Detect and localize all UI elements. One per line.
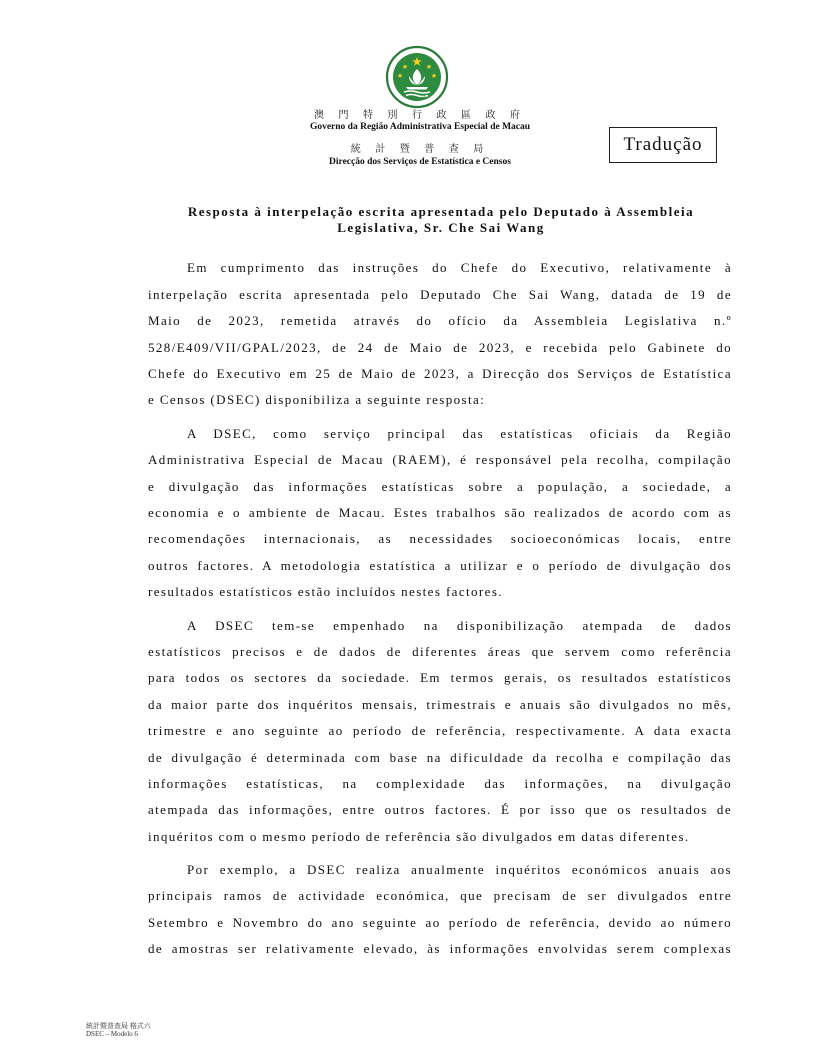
paragraph-3-line: informações estatísticas, na complexidade das informações, na divulgação xyxy=(148,776,732,791)
document-title xyxy=(150,204,732,236)
title-line: Legislativa, Sr. Che Sai Wang xyxy=(337,220,545,235)
paragraph-1-line: 528/E409/VII/GPAL/2023, de 24 de Maio de 2023, e recebida pelo Gabinete do xyxy=(148,340,732,355)
translation-label-box xyxy=(609,127,717,163)
paragraph-1-line: Chefe do Executivo em 25 de Maio de 2023, a Direcção dos Serviços de Estatística xyxy=(148,366,732,381)
paragraph-2-line: A DSEC, como serviço principal das estatísticas oficiais da Região xyxy=(187,426,732,441)
paragraph-1-line: Maio de 2023, remetida através do ofício da Assembleia Legislativa n.º xyxy=(148,313,732,328)
paragraph-4-line: Por exemplo, a DSEC realiza anualmente inquéritos económicos anuais aos xyxy=(187,862,732,877)
macau-emblem-icon xyxy=(385,45,449,109)
paragraph-3-line: inquéritos com o mesmo período de referência são divulgados em datas diferentes. xyxy=(148,829,690,844)
paragraph-2-line: e divulgação das informações estatísticas sobre a população, a sociedade, a xyxy=(148,479,732,494)
government-name-portuguese: Governo da Região Administrativa Especial de Macau xyxy=(309,122,531,132)
paragraph-4-line: principais ramos de actividade económica, que precisam de ser divulgados entre xyxy=(148,888,732,903)
paragraph-2-line: resultados estatísticos estão incluídos nestes factores. xyxy=(148,584,503,599)
paragraph-3-line: atempada das informações, entre outros factores. É por isso que os resultados de xyxy=(148,802,732,817)
form-code-portuguese: DSEC – Modelo 6 xyxy=(86,1030,138,1038)
paragraph-2-line: economia e o ambiente de Macau. Estes trabalhos são realizados de acordo com as xyxy=(148,505,732,520)
title-line: Resposta à interpelação escrita apresentada pelo Deputado à Assembleia xyxy=(187,204,695,219)
government-name-chinese: 澳 門 特 別 行 政 區 政 府 xyxy=(314,110,526,121)
paragraph-4-line: de amostras ser relativamente elevado, às informações envolvidas serem complexas xyxy=(148,941,732,956)
paragraph-3-line: para todos os sectores da sociedade. Em termos gerais, os resultados estatísticos xyxy=(148,670,732,685)
paragraph-1-line: interpelação escrita apresentada pelo Deputado Che Sai Wang, datada de 19 de xyxy=(148,287,732,302)
paragraph-2-line: outros factores. A metodologia estatística a utilizar e o período de divulgação dos xyxy=(148,558,732,573)
form-code-chinese: 統計暨普查局 格式六 xyxy=(86,1022,151,1030)
department-name-chinese: 統 計 暨 普 查 局 xyxy=(350,144,490,155)
translation-label: Tradução xyxy=(623,134,703,155)
paragraph-2-line: Administrativa Especial de Macau (RAEM), é responsável pela recolha, compilação xyxy=(148,452,732,467)
svg-text:MACAU: MACAU xyxy=(406,94,428,103)
paragraph-2-line: recomendações internacionais, as necessidades socioeconómicas locais, entre xyxy=(148,531,732,546)
paragraph-3-line: estatísticos precisos e de dados de diferentes áreas que servem como referência xyxy=(148,644,732,659)
paragraph-1-line: e Censos (DSEC) disponibiliza a seguinte resposta: xyxy=(148,392,486,407)
department-name-portuguese: Direcção dos Serviços de Estatística e Censos xyxy=(329,157,511,167)
paragraph-3-line: de divulgação é determinada com base na dificuldade da recolha e compilação das xyxy=(148,750,732,765)
paragraph-3-line: trimestre e ano seguinte ao período de referência, respectivamente. A data exacta xyxy=(148,723,732,738)
paragraph-4-line: Setembro e Novembro do ano seguinte ao período de referência, devido ao número xyxy=(148,915,732,930)
paragraph-3-line: da maior parte dos inquéritos mensais, trimestrais e anuais são divulgados no mês, xyxy=(148,697,732,712)
paragraph-1-line: Em cumprimento das instruções do Chefe do Executivo, relativamente à xyxy=(187,260,732,275)
paragraph-3-line: A DSEC tem-se empenhado na disponibilização atempada de dados xyxy=(187,618,732,633)
